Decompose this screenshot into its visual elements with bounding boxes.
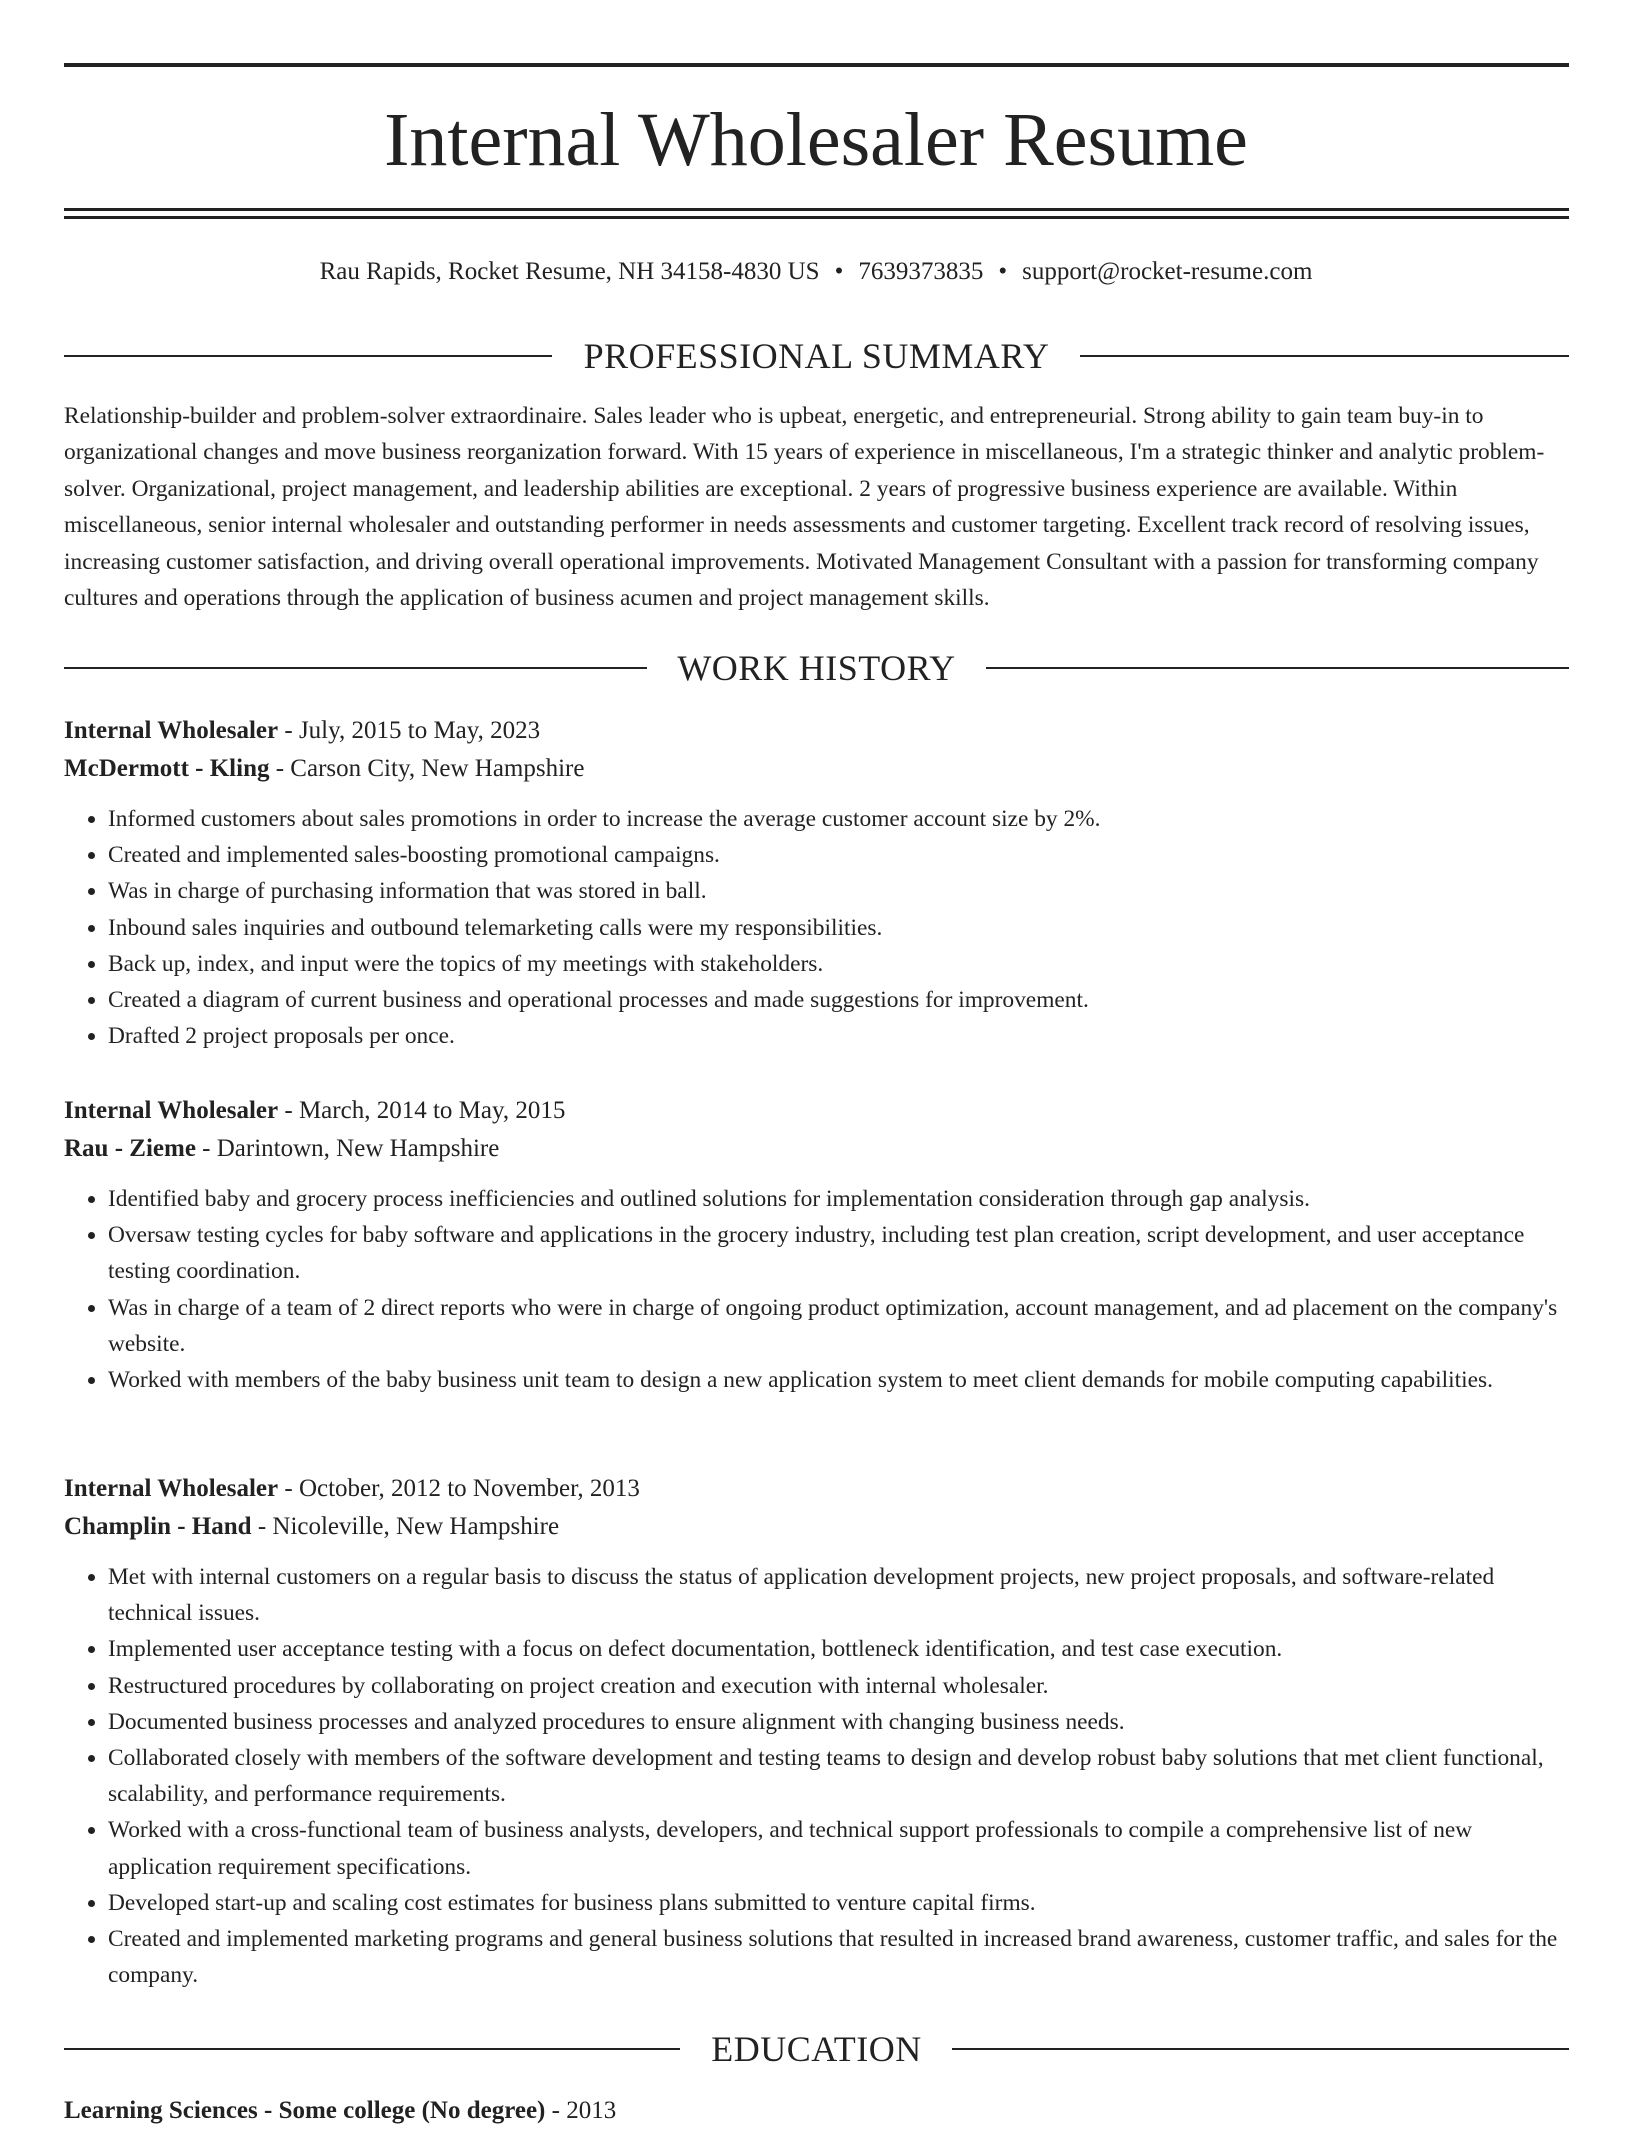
section-title: EDUCATION	[711, 2029, 922, 2069]
contact-separator: •	[834, 258, 844, 285]
job-bullets	[64, 1559, 1574, 1993]
title-rule-upper	[64, 208, 1569, 211]
section-heading-education	[64, 2027, 1569, 2071]
heading-rule-right	[1080, 355, 1569, 357]
job-entry	[64, 712, 1574, 1054]
job-title: Internal Wholesaler	[64, 1475, 279, 1502]
job-title-line	[64, 712, 1574, 750]
section-heading-summary	[64, 334, 1569, 378]
contact-line	[0, 254, 1632, 290]
job-bullet: • Was in charge of a team of 2 direct reports who were in charge of ongoing product optimization, account management, and ad placement on the company's website.	[108, 1290, 1574, 1362]
job-bullet: • Back up, index, and input were the topics of my meetings with stakeholders.	[108, 946, 1574, 982]
job-dates: - March, 2014 to May, 2015	[278, 1097, 566, 1124]
education-entry: Learning Sciences - Some college (No degree) - 2013	[64, 2097, 617, 2124]
job-bullet: • Created and implemented sales-boosting promotional campaigns.	[108, 837, 1574, 873]
education-year: 2013	[566, 2097, 617, 2124]
contact-phone[interactable]: 7639373835	[858, 258, 984, 285]
job-company-line	[64, 750, 1574, 788]
job-bullet: • Worked with a cross-functional team of business analysts, developers, and technical support professionals to compile a comprehensive list of new application requirement specifications.	[108, 1812, 1574, 1884]
job-company-line	[64, 1130, 1574, 1168]
job-dates: - October, 2012 to November, 2013	[278, 1475, 640, 1502]
heading-rule-right	[986, 667, 1569, 669]
job-bullet: • Documented business processes and analyzed procedures to ensure alignment with changing business needs.	[108, 1704, 1574, 1740]
education-degree: Some college (No degree)	[278, 2097, 546, 2124]
job-location: - Carson City, New Hampshire	[269, 755, 585, 782]
job-bullet: • Collaborated closely with members of the software development and testing teams to design and develop robust baby solutions that met client functional, scalability, and performance requirements.	[108, 1740, 1574, 1812]
job-title: Internal Wholesaler	[64, 1097, 279, 1124]
job-company: McDermott - Kling	[64, 755, 270, 782]
job-bullet: • Restructured procedures by collaborating on project creation and execution with internal wholesaler.	[108, 1668, 1574, 1704]
job-title-line	[64, 1470, 1574, 1508]
summary-text: Relationship-builder and problem-solver extraordinaire. Sales leader who is upbeat, energetic, and entrepreneurial. Strong ability to gain team buy-in to organizational changes and move business reorganization forward. With 15 years of experience in miscellaneous, I'm a strategic thinker and analytic problem-solver. Organizational, project management, and leadership abilities are exceptional. 2 years of progressive business experience are available. Within miscellaneous, senior internal wholesaler and outstanding performer in needs assessments and customer targeting. Excellent track record of resolving issues, increasing customer satisfaction, and driving overall operational improvements. Motivated Management Consultant with a passion for transforming company cultures and operations through the application of business acumen and project management skills.	[64, 403, 1545, 612]
title-rule-lower	[64, 216, 1569, 219]
job-bullet: • Implemented user acceptance testing with a focus on defect documentation, bottleneck identification, and test case execution.	[108, 1631, 1574, 1667]
job-bullet: • Identified baby and grocery process inefficiencies and outlined solutions for implementation consideration through gap analysis.	[108, 1181, 1574, 1217]
job-bullet: • Inbound sales inquiries and outbound telemarketing calls were my responsibilities.	[108, 910, 1574, 946]
job-bullet: • Oversaw testing cycles for baby software and applications in the grocery industry, including test plan creation, script development, and user acceptance testing coordination.	[108, 1217, 1574, 1289]
job-company-line	[64, 1508, 1574, 1546]
contact-separator: •	[998, 258, 1008, 285]
section-title: PROFESSIONAL SUMMARY	[583, 336, 1050, 376]
job-company: Rau - Zieme	[64, 1135, 196, 1162]
job-bullet: • Met with internal customers on a regular basis to discuss the status of application development projects, new project proposals, and software-related technical issues.	[108, 1559, 1574, 1631]
contact-address: Rau Rapids, Rocket Resume, NH 34158-4830 US	[319, 258, 820, 285]
education-field: Learning Sciences	[64, 2097, 258, 2124]
section-title: WORK HISTORY	[677, 648, 956, 688]
job-company: Champlin - Hand	[64, 1513, 252, 1540]
job-bullet: • Developed start-up and scaling cost estimates for business plans submitted to venture capital firms.	[108, 1885, 1574, 1921]
job-bullets	[64, 1181, 1574, 1398]
page-title: Internal Wholesaler Resume	[384, 98, 1248, 182]
job-location: - Darintown, New Hampshire	[195, 1135, 500, 1162]
job-bullet: • Was in charge of purchasing information that was stored in ball.	[108, 873, 1574, 909]
job-title: Internal Wholesaler	[64, 717, 279, 744]
job-bullet: • Created and implemented marketing programs and general business solutions that resulted in increased brand awareness, customer traffic, and sales for the company.	[108, 1921, 1574, 1993]
job-dates: - July, 2015 to May, 2023	[278, 717, 541, 744]
job-bullet: • Worked with members of the baby business unit team to design a new application system to meet client demands for mobile computing capabilities.	[108, 1362, 1574, 1398]
contact-email[interactable]: support@rocket-resume.com	[1022, 258, 1313, 285]
job-title-line	[64, 1092, 1574, 1130]
section-heading-work	[64, 646, 1569, 690]
job-bullets	[64, 801, 1574, 1054]
heading-rule-right	[952, 2048, 1569, 2050]
top-rule	[64, 63, 1569, 67]
job-bullet: • Informed customers about sales promotions in order to increase the average customer account size by 2%.	[108, 801, 1574, 837]
job-location: - Nicoleville, New Hampshire	[251, 1513, 560, 1540]
job-bullet: • Drafted 2 project proposals per once.	[108, 1018, 1574, 1054]
job-entry	[64, 1470, 1574, 1993]
job-entry	[64, 1092, 1574, 1398]
job-bullet: • Created a diagram of current business and operational processes and made suggestions for improvement.	[108, 982, 1574, 1018]
